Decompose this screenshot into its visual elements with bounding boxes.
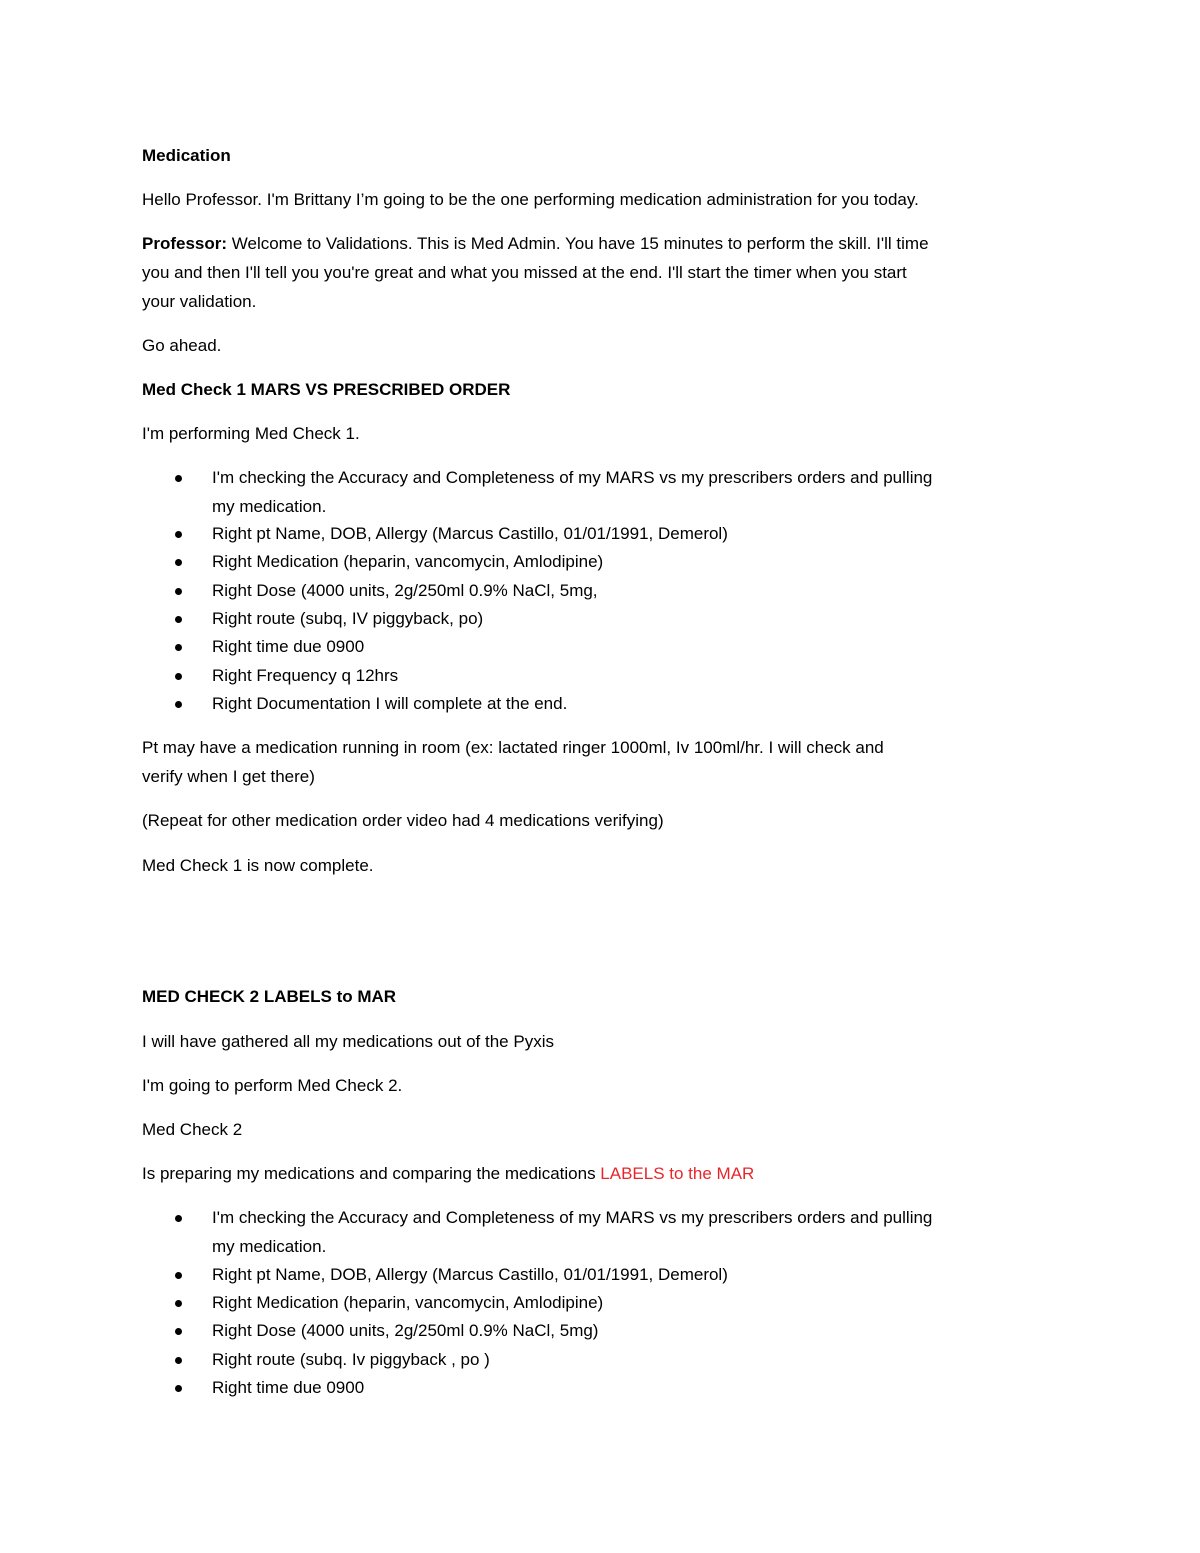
section2-going: I'm going to perform Med Check 2. — [142, 1076, 403, 1095]
section1-lead: I'm performing Med Check 1. — [142, 424, 360, 443]
section1-note1-line2: verify when I get there) — [142, 767, 315, 786]
bullet-icon — [175, 1385, 182, 1392]
list-item: Right Medication (heparin, vancomycin, Amlodipine) — [212, 552, 604, 571]
section1-complete: Med Check 1 is now complete. — [142, 856, 374, 875]
list-item-continuation: my medication. — [212, 1237, 327, 1256]
list-item: I'm checking the Accuracy and Completeness of my MARS vs my prescribers orders and pulling — [212, 468, 933, 487]
list-item: Right Dose (4000 units, 2g/250ml 0.9% NaCl, 5mg) — [212, 1321, 599, 1340]
section2-heading: MED CHECK 2 LABELS to MAR — [142, 987, 397, 1006]
bullet-icon — [175, 1357, 182, 1364]
bullet-icon — [175, 701, 182, 708]
professor-line-2: you and then I'll tell you you're great and what you missed at the end. I'll start the timer when you start — [142, 263, 907, 282]
professor-text-1: Welcome to Validations. This is Med Admin. You have 15 minutes to perform the skill. I'll time — [227, 234, 929, 253]
section2-preparing-text: Is preparing my medications and comparing the medications — [142, 1164, 601, 1183]
list-item: Right pt Name, DOB, Allergy (Marcus Castillo, 01/01/1991, Demerol) — [212, 524, 728, 543]
list-item: Right pt Name, DOB, Allergy (Marcus Castillo, 01/01/1991, Demerol) — [212, 1265, 728, 1284]
doc-title: Medication — [142, 146, 231, 165]
bullet-icon — [175, 559, 182, 566]
section1-heading: Med Check 1 MARS VS PRESCRIBED ORDER — [142, 380, 511, 399]
document-page — [142, 0, 1072, 1553]
intro-line: Hello Professor. I'm Brittany I’m going to be the one performing medication administration for you today. — [142, 190, 919, 209]
list-item: Right time due 0900 — [212, 637, 365, 656]
bullet-icon — [175, 673, 182, 680]
bullet-icon — [175, 588, 182, 595]
list-item-continuation: my medication. — [212, 497, 327, 516]
section1-note2: (Repeat for other medication order video had 4 medications verifying) — [142, 811, 664, 830]
section2-preparing — [142, 1160, 754, 1188]
bullet-icon — [175, 475, 182, 482]
list-item: Right Medication (heparin, vancomycin, Amlodipine) — [212, 1293, 604, 1312]
bullet-icon — [175, 531, 182, 538]
go-ahead: Go ahead. — [142, 336, 222, 355]
section2-gathered: I will have gathered all my medications out of the Pyxis — [142, 1032, 554, 1051]
bullet-icon — [175, 616, 182, 623]
bullet-icon — [175, 1215, 182, 1222]
section2-label: Med Check 2 — [142, 1120, 243, 1139]
list-item: I'm checking the Accuracy and Completeness of my MARS vs my prescribers orders and pulling — [212, 1208, 933, 1227]
list-item: Right Dose (4000 units, 2g/250ml 0.9% NaCl, 5mg, — [212, 581, 598, 600]
bullet-icon — [175, 1328, 182, 1335]
list-item: Right time due 0900 — [212, 1378, 365, 1397]
bullet-icon — [175, 1300, 182, 1307]
professor-line-1 — [142, 230, 929, 258]
section1-note1-line1: Pt may have a medication running in room (ex: lactated ringer 1000ml, Iv 100ml/hr. I will check and — [142, 738, 884, 757]
list-item: Right Frequency q 12hrs — [212, 666, 399, 685]
list-item: Right route (subq, IV piggyback, po) — [212, 609, 484, 628]
section2-preparing-highlight: LABELS to the MAR — [600, 1164, 755, 1183]
bullet-icon — [175, 644, 182, 651]
bullet-icon — [175, 1272, 182, 1279]
list-item: Right route (subq. Iv piggyback , po ) — [212, 1350, 490, 1369]
list-item: Right Documentation I will complete at the end. — [212, 694, 568, 713]
professor-line-3: your validation. — [142, 292, 257, 311]
professor-label: Professor: — [142, 234, 228, 253]
